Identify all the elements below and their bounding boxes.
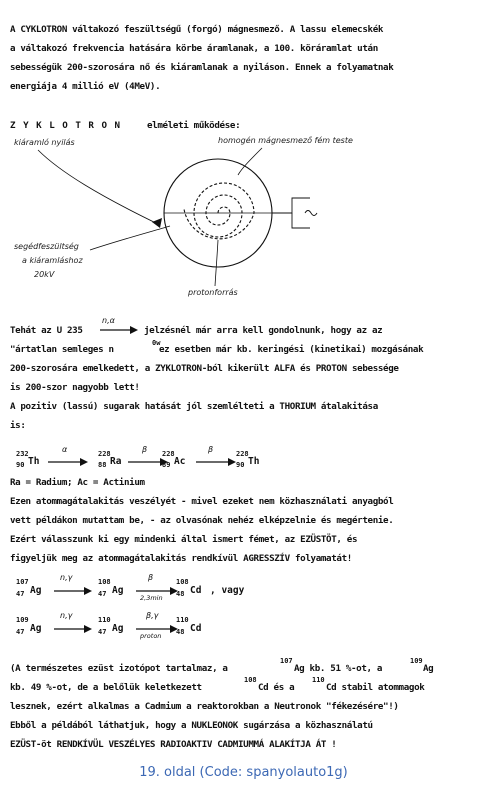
- intro-line-2: a váltakozó frekvencia hatására körbe áramlanak, a 100. köráramlat után: [10, 43, 378, 54]
- r1-ag2-z: 47: [98, 590, 107, 598]
- r1-cd-mass: 108: [176, 578, 189, 586]
- th2-mass: 228: [236, 450, 249, 458]
- r1-cd-z: 48: [176, 590, 185, 598]
- r2-ag2-symbol: Ag: [112, 623, 124, 634]
- ac-symbol: Ac: [174, 456, 186, 467]
- ac-z: 89: [162, 461, 171, 469]
- r2-arrow-1-label: n,γ: [60, 611, 73, 620]
- r2-arrow-2-under: proton: [140, 632, 162, 640]
- body3-line-2-sup1: 108: [244, 676, 257, 684]
- r1-ag-symbol: Ag: [30, 585, 42, 596]
- body3-line-3: lesznek, ezért alkalmas a Cadmium a reaktorokban a Neutronok "fékezésére"!): [10, 701, 399, 712]
- label-exit-opening: kiáramló nyilás: [14, 138, 75, 147]
- body1-line-1b: jelzésnél már arra kell gondolnunk, hogy az az: [144, 325, 383, 336]
- body1-line-3: 200-szorosára emelkedett, a ZYKLOTRON-ból kikerült ALFA és PROTON sebessége: [10, 363, 399, 374]
- cyclotron-diagram: [0, 0, 487, 320]
- body1-line-5: A pozitiv (lassú) sugarak hatását jól szemlélteti a THORIUM átalakitása: [10, 401, 378, 412]
- th2-z: 90: [236, 461, 245, 469]
- r2-ag-mass: 109: [16, 616, 29, 624]
- r2-cd-symbol: Cd: [190, 623, 202, 634]
- ac-source-symbol: [305, 211, 317, 216]
- r2-ag2-mass: 110: [98, 616, 111, 624]
- body1-line-2b: ez esetben már kb. keringési (kinetikai) mozgásának: [159, 344, 424, 355]
- body3-line-2c: Cd stabil atommagok: [326, 682, 425, 693]
- r1-arrow-1-icon: [54, 586, 94, 596]
- body1-line-2-sup: 0w: [152, 339, 161, 347]
- body3-line-2a: kb. 49 %-ot, de a belőlük keletkezett: [10, 682, 202, 693]
- body2-line-1: Ezen atommagátalakitás veszélyét - mivel ezeket nem közhasználati anyagból: [10, 496, 394, 507]
- body2-line-3: Ezért válasszunk ki egy mindenki által ismert fémet, az EZÜSTÖT, és: [10, 534, 358, 545]
- r2-cd-mass: 110: [176, 616, 189, 624]
- th2-symbol: Th: [248, 456, 260, 467]
- r1-ag-z: 47: [16, 590, 25, 598]
- intro-line-1: A CYKLOTRON váltakozó feszültségű (forgó) mágnesmező. A lassu elemecskék: [10, 24, 384, 35]
- r1-arrow-2-label: β: [148, 573, 154, 582]
- label-aux-voltage-2: a kiáramláshoz: [22, 256, 83, 265]
- body2-line-2: vett példákon mutattam be, - az olvasónak nehéz elképzelnie és megértenie.: [10, 515, 394, 526]
- r1-ag-mass: 107: [16, 578, 29, 586]
- body2-line-4: figyeljük meg az atommagátalakitás rendkívül AGRESSZÍV folyamatát!: [10, 553, 352, 564]
- exit-arrow-icon: [152, 218, 162, 228]
- label-aux-voltage-1: segédfeszültség: [14, 242, 79, 251]
- th-mass: 232: [16, 450, 29, 458]
- body3-line-1b: Ag kb. 51 %-ot, a: [294, 663, 383, 674]
- body1-line-1a: Tehát az U 235: [10, 325, 83, 336]
- r1-tail: , vagy: [210, 585, 245, 596]
- intro-line-3: sebességük 200-szorosára nő és kiáramlanak a nyiláson. Ennek a folyamatnak: [10, 62, 394, 73]
- r1-arrow-1-label: n,γ: [60, 573, 73, 582]
- body1-arrow-label: n,α: [102, 316, 115, 325]
- r2-cd-z: 48: [176, 628, 185, 636]
- body3-line-1c: Ag: [423, 663, 434, 674]
- decay-arrow-1-icon: [48, 457, 90, 467]
- intro-line-4: energiája 4 millió eV (4MeV).: [10, 81, 161, 92]
- ra-mass: 228: [98, 450, 111, 458]
- ac-mass: 228: [162, 450, 175, 458]
- decay-arrow-1-label: α: [62, 445, 68, 454]
- body3-line-4: Ebből a példából láthatjuk, hogy a NUKLEONOK sugárzása a közhasználatú: [10, 720, 373, 731]
- r1-ag2-mass: 108: [98, 578, 111, 586]
- r1-cd-symbol: Cd: [190, 585, 202, 596]
- body3-line-5: EZÜST-öt RENDKÍVÜL VESZÉLYES RADIOAKTIV CADMIUMMÁ ALAKÍTJA ÁT !: [10, 739, 337, 750]
- th-symbol: Th: [28, 456, 40, 467]
- label-magnet-body: homogén mágnesmező fém teste: [218, 136, 353, 145]
- body1-line-2a: "ártatlan semleges n: [10, 344, 114, 355]
- decay-arrow-3-icon: [196, 457, 238, 467]
- ra-z: 88: [98, 461, 107, 469]
- th-z: 90: [16, 461, 25, 469]
- label-proton-source: protonforrás: [188, 288, 238, 297]
- decay-legend: Ra = Radium; Ac = Actinium: [10, 477, 145, 488]
- body1-line-6: is:: [10, 420, 26, 431]
- body3-line-1a: (A természetes ezüst izotópot tartalmaz, a: [10, 663, 228, 674]
- zyklotron-heading: Z Y K L O T R O N: [10, 120, 122, 131]
- r1-ag2-symbol: Ag: [112, 585, 124, 596]
- ra-symbol: Ra: [110, 456, 122, 467]
- body1-arrow-icon: [100, 325, 140, 335]
- r1-arrow-2-under: 2,3min: [140, 594, 163, 602]
- zyklotron-subheading: elméleti működése:: [147, 120, 241, 131]
- body3-line-2-sup2: 110: [312, 676, 325, 684]
- r2-arrow-2-label: β,γ: [146, 611, 159, 620]
- body3-line-1-sup2: 109: [410, 657, 423, 665]
- page-footer: 19. oldal (Code: spanyolauto1g): [139, 765, 348, 780]
- body3-line-2b: Cd és a: [258, 682, 295, 693]
- body3-line-1-sup1: 107: [280, 657, 293, 665]
- r2-arrow-1-icon: [54, 624, 94, 634]
- decay-arrow-2-label: β: [142, 445, 148, 454]
- r2-ag-z: 47: [16, 628, 25, 636]
- r2-ag-symbol: Ag: [30, 623, 42, 634]
- decay-arrow-3-label: β: [208, 445, 214, 454]
- spiral-path: [184, 183, 254, 239]
- label-aux-voltage-3: 20kV: [34, 270, 55, 279]
- body1-line-4: is 200-szor nagyobb lett!: [10, 382, 140, 393]
- r2-ag2-z: 47: [98, 628, 107, 636]
